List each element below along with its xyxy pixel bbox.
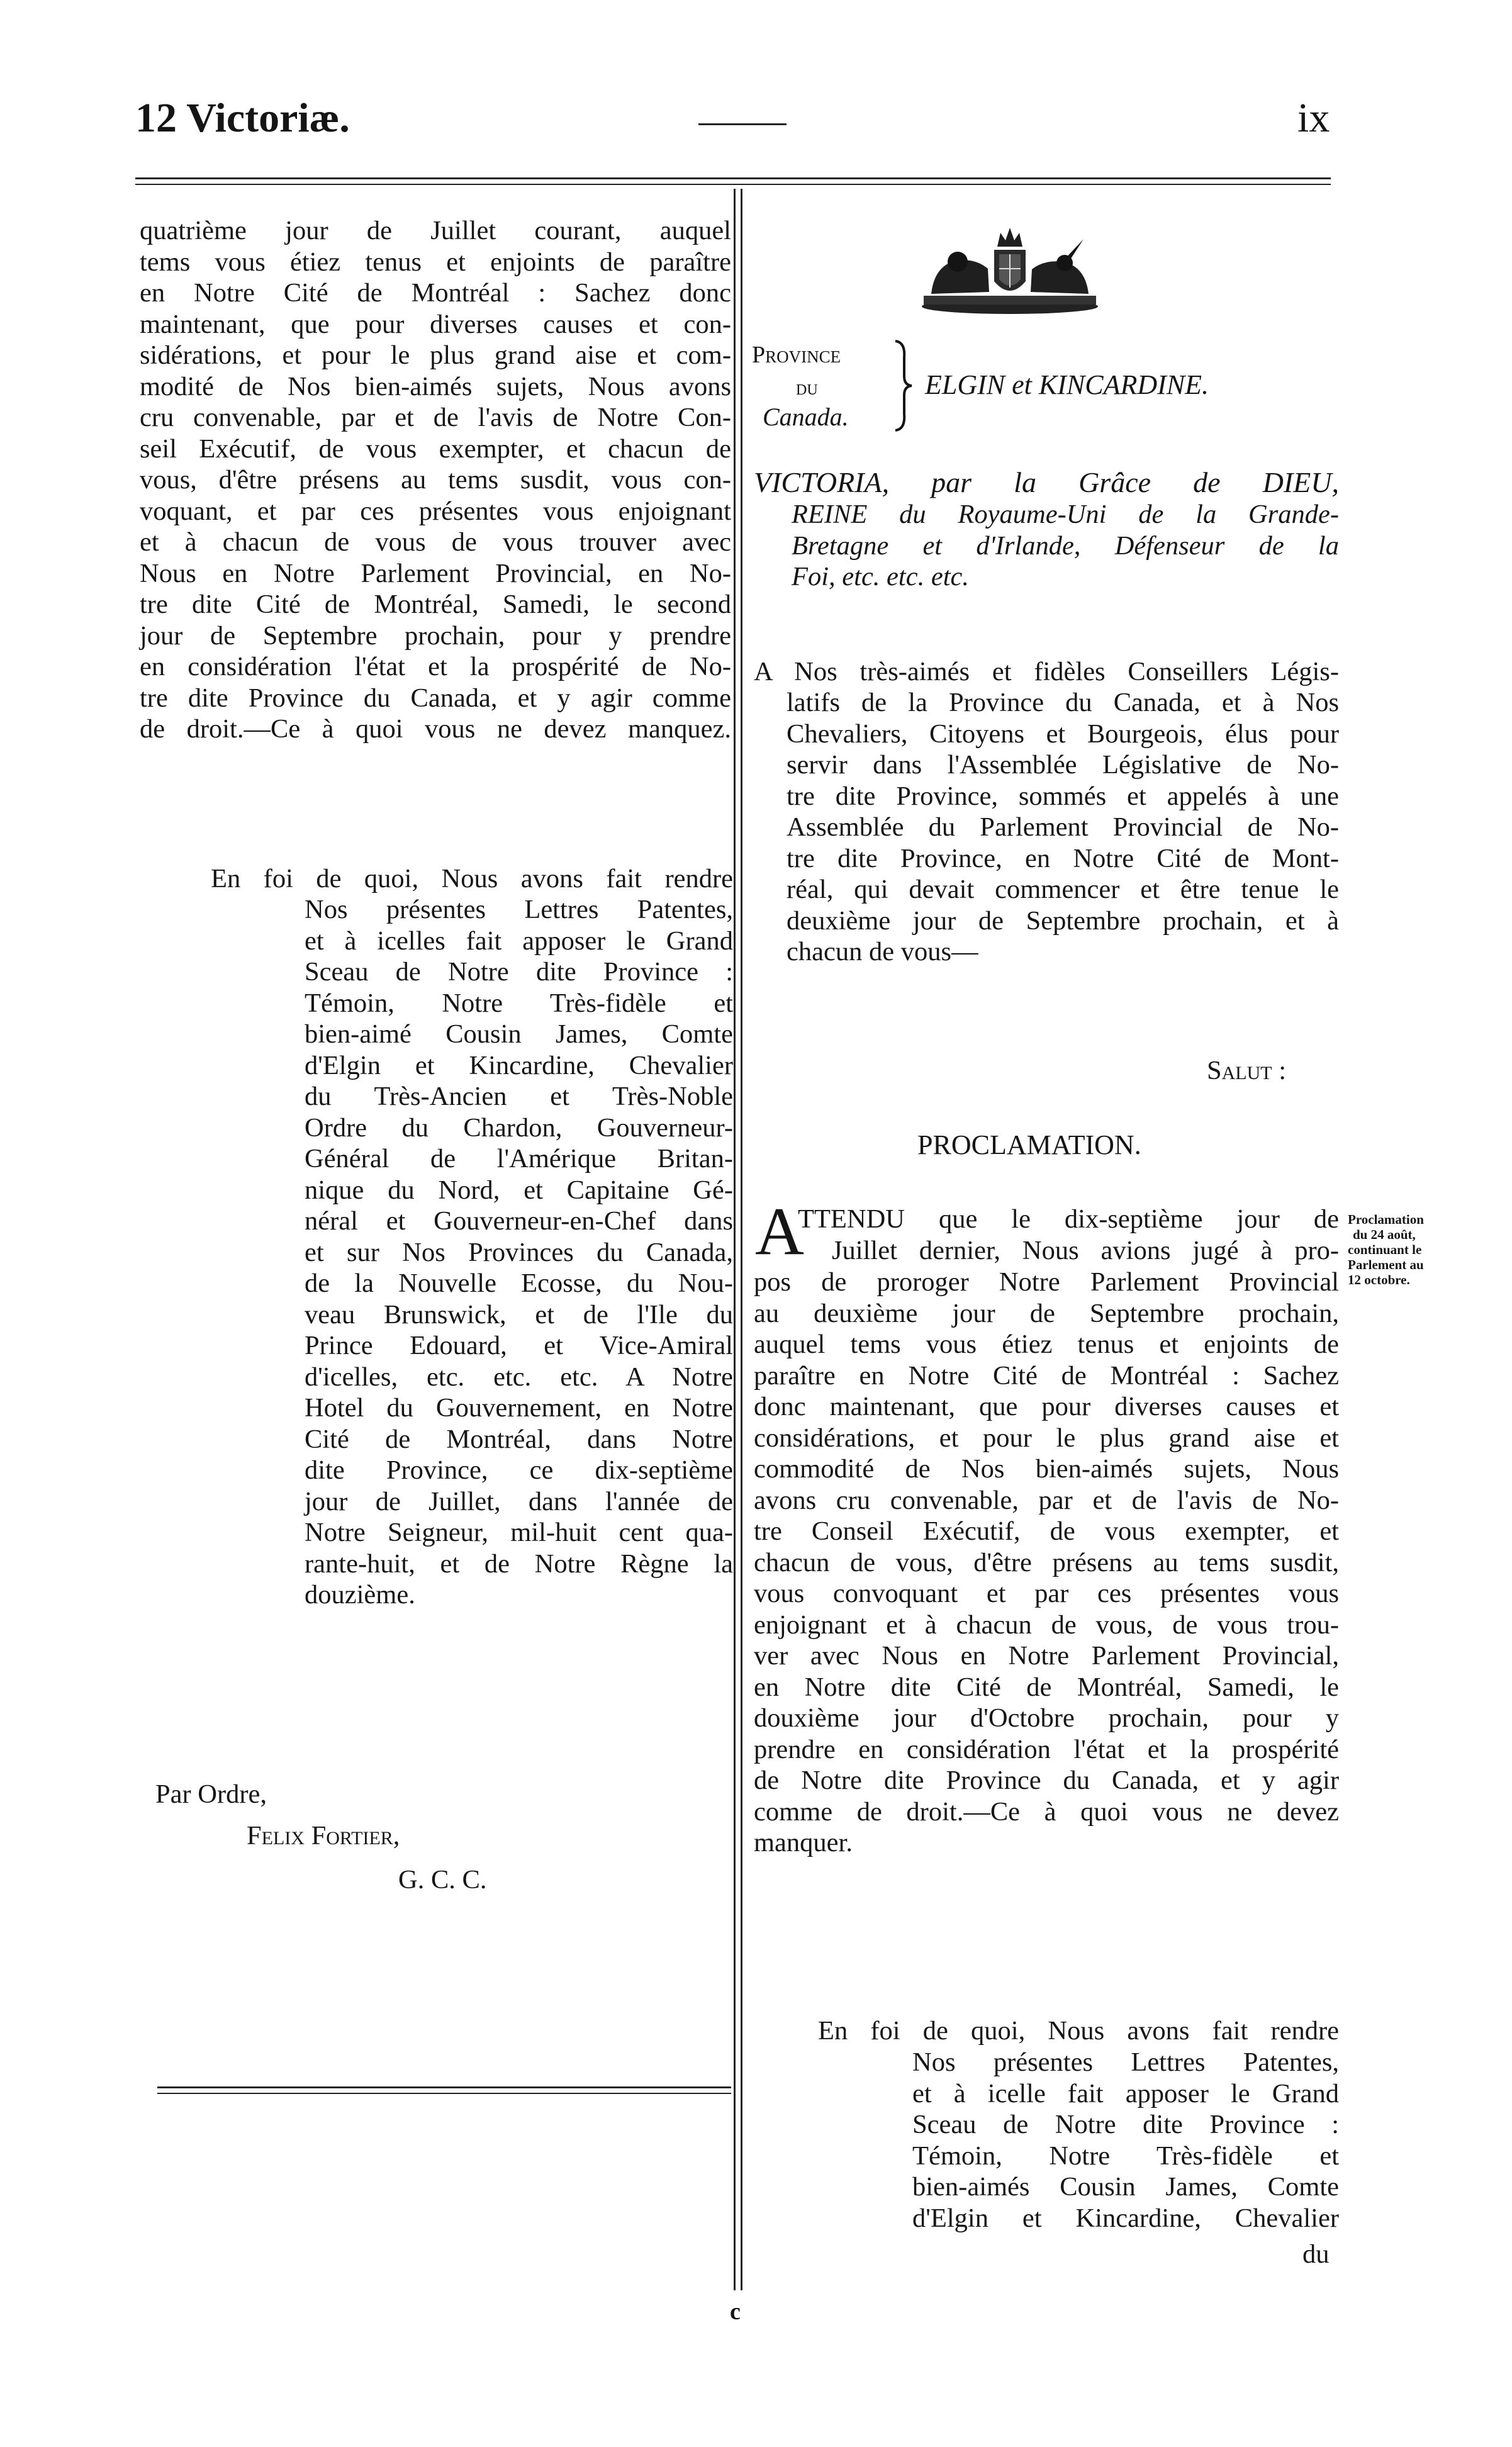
attestation-line: d'Elgin et Kincardine, Chevalier (305, 1050, 733, 1080)
header-rule-top (135, 177, 1331, 179)
proclamation-line: en Notre dite Cité de Montréal, Samedi, le (754, 1672, 1339, 1702)
proclamation-intro (798, 1204, 1339, 1235)
attestation-line: bien-aimés Cousin James, Comte (912, 2172, 1339, 2202)
royal-style (754, 467, 1339, 498)
proclamation-line: prendre en considération l'état et la prospérité (754, 1734, 1339, 1764)
text-line: tems vous étiez tenus et enjoints de paraître (140, 247, 731, 277)
royal-style-line: REINE du Royaume-Uni de la Grande- (792, 500, 1339, 529)
proclamation-intro-2 (832, 1235, 1339, 1267)
address-line: tre dite Province, sommés et appelés à une (787, 781, 1339, 811)
attestation-line: Hotel du Gouvernement, en Notre (305, 1393, 733, 1423)
attestation-line: d'Elgin et Kincardine, Chevalier (912, 2203, 1339, 2233)
attestation-line: Ordre du Chardon, Gouverneur- (305, 1112, 733, 1143)
attestation-line: de la Nouvelle Ecosse, du Nou- (305, 1268, 733, 1298)
address-line: tre dite Province, en Notre Cité de Mont- (787, 843, 1339, 873)
attestation-line: Général de l'Amérique Britan- (305, 1144, 733, 1173)
province-du: du (796, 376, 818, 400)
header-rule-bottom (135, 184, 1331, 185)
text-line: seil Exécutif, de vous exempter, et chacun de (140, 434, 731, 464)
salut: Salut : (1207, 1056, 1287, 1085)
proclamation-line: pos de proroger Notre Parlement Provincial (754, 1267, 1339, 1297)
margin-note-line: 12 octobre. (1348, 1272, 1410, 1287)
proclamation-heading: PROCLAMATION. (917, 1129, 1141, 1160)
text-line: cru convenable, par et de l'avis de Notre Con- (140, 403, 731, 432)
left-attestation (211, 863, 733, 895)
attestation-line: néral et Gouverneur-en-Chef dans (305, 1206, 733, 1236)
attestation-line: et à icelles fait apposer le Grand (305, 926, 733, 956)
address-body (787, 687, 1339, 968)
proclamation-line: douxième jour d'Octobre prochain, pour y (754, 1703, 1339, 1733)
royal-style-line: Bretagne et d'Irlande, Défenseur de la (792, 530, 1339, 561)
curly-brace (890, 339, 916, 433)
proclamation-line: manquer. (754, 1828, 853, 1857)
attestation-line: En foi de quoi, Nous avons fait rendre (211, 864, 733, 893)
proclamation-line: enjoignant et à chacun de vous, de vous trou- (754, 1610, 1339, 1640)
text-line: maintenant, que pour diverses causes et con- (140, 309, 731, 339)
attestation-line: dite Province, ce dix-septième (305, 1455, 733, 1485)
left-column (140, 215, 731, 745)
proclamation-line: ver avec Nous en Notre Parlement Provincial, (754, 1641, 1339, 1671)
proclamation-line: de Notre dite Province du Canada, et y agir (754, 1766, 1339, 1795)
attestation-line: Témoin, Notre Très-fidèle et (305, 988, 733, 1018)
text-line: quatrième jour de Juillet courant, auquel (140, 216, 731, 245)
proclamation-line: paraître en Notre Cité de Montréal : Sachez (754, 1360, 1339, 1391)
coat-of-arms-icon (919, 221, 1101, 316)
royal-style-line: Foi, etc. etc. etc. (792, 562, 969, 591)
attestation-line: et à icelle fait apposer le Grand (912, 2078, 1339, 2108)
address-line: Assemblée du Parlement Provincial de No- (787, 812, 1339, 842)
left-closing-rule-top (157, 2086, 731, 2088)
province-label: Province (752, 342, 841, 368)
attestation-line: Sceau de Notre dite Province : (912, 2110, 1339, 2139)
proclamation-line: TTENDU que le dix-septième jour de (798, 1204, 1339, 1234)
margin-note-line: Parlement au (1348, 1257, 1424, 1272)
address-line: A Nos très-aimés et fidèles Conseillers Légis- (754, 657, 1339, 686)
running-head-left: 12 Victoriæ. (135, 95, 350, 141)
text-line: sidérations, et pour le plus grand aise et com- (140, 340, 731, 370)
attestation-line: du Très-Ancien et Très-Noble (305, 1082, 733, 1111)
attestation-line: Notre Seigneur, mil-huit cent qua- (305, 1518, 733, 1547)
attestation-line: En foi de quoi, Nous avons fait rendre (818, 2016, 1339, 2046)
proclamation-line: commodité de Nos bien-aimés sujets, Nous (754, 1454, 1339, 1484)
column-divider-right (741, 189, 742, 2290)
left-attestation-body (305, 894, 733, 1611)
address-line: chacun de vous— (787, 937, 978, 966)
attestation-line: jour de Juillet, dans l'année de (305, 1486, 733, 1516)
proclamation-line: Juillet dernier, Nous avions jugé à pro- (832, 1236, 1339, 1265)
text-line: vous, d'être présens au tems susdit, vous con- (140, 465, 731, 495)
attestation-line: Nos présentes Lettres Patentes, (912, 2047, 1339, 2077)
proclamation-line: tre Conseil Exécutif, de vous exempter, et (754, 1516, 1339, 1546)
attestation-line: d'icelles, etc. etc. etc. A Notre (305, 1362, 733, 1392)
address-line: réal, qui devait commencer et être tenue le (787, 875, 1339, 904)
governor-name: ELGIN et KINCARDINE. (925, 369, 1209, 400)
attestation-line: veau Brunswick, et de l'Ile du (305, 1299, 733, 1330)
proclamation-line: auquel tems vous étiez tenus et enjoints de (754, 1330, 1339, 1359)
proclamation-line: au deuxième jour de Septembre prochain, (754, 1298, 1339, 1328)
address-line: latifs de la Province du Canada, et à Nos (787, 688, 1339, 717)
royal-coat-of-arms (919, 221, 1101, 316)
text-line: et à chacun de vous de vous trouver avec (140, 527, 731, 557)
attestation-line: Prince Edouard, et Vice-Amiral (305, 1331, 733, 1360)
page-number: ix (1297, 95, 1330, 141)
text-line: tre dite Cité de Montréal, Samedi, le second (140, 590, 731, 619)
column-divider-left (734, 189, 736, 2290)
proclamation-line: chacun de vous, d'être présens au tems susdit, (754, 1547, 1339, 1577)
signer-name: Felix Fortier, (247, 1821, 400, 1851)
address-first (754, 656, 1339, 688)
catchword: du (1302, 2239, 1330, 2269)
text-line: tre dite Province du Canada, et y agir comme (140, 683, 731, 713)
proclamation-line: comme de droit.—Ce à quoi vous ne devez (754, 1796, 1339, 1827)
text-line: Nous en Notre Parlement Provincial, en No- (140, 558, 731, 588)
attestation-line: et sur Nos Provinces du Canada, (305, 1237, 733, 1267)
drop-cap: A (755, 1194, 804, 1269)
proclamation-line: considérations, et pour le plus grand aise et (754, 1423, 1339, 1453)
proclamation-body (754, 1267, 1339, 1859)
header-center-dash (698, 123, 787, 125)
left-proclamation-text (140, 215, 731, 745)
margin-note-line: continuant le (1348, 1242, 1422, 1257)
attestation-line: Témoin, Notre Très-fidèle et (912, 2141, 1339, 2171)
attestation-line: Sceau de Notre dite Province : (305, 957, 733, 987)
proclamation-line: vous convoquant et par ces présentes vous (754, 1579, 1339, 1608)
attestation-line: Nos présentes Lettres Patentes, (305, 895, 733, 924)
proclamation-line: donc maintenant, que pour diverses causes et (754, 1392, 1339, 1421)
proclamation-line: avons cru convenable, par et de l'avis de No- (754, 1485, 1339, 1515)
right-attestation-body (912, 2047, 1339, 2234)
royal-style-line: VICTORIA, par la Grâce de DIEU, (754, 466, 1339, 498)
signature-mark: c (730, 2299, 741, 2325)
text-line: en considération l'état et la prospérité de No- (140, 652, 731, 681)
margin-note-line: Proclamation (1348, 1212, 1424, 1227)
text-line: de droit.—Ce à quoi vous ne devez manquez. (140, 714, 731, 744)
margin-note-line: du 24 août, (1353, 1227, 1416, 1242)
royal-style-cont (792, 499, 1339, 593)
left-closing-rule-bottom (157, 2093, 731, 2094)
right-attestation (818, 2015, 1339, 2047)
attestation-line: nique du Nord, et Capitaine Gé- (305, 1175, 733, 1205)
signer-title: G. C. C. (398, 1865, 487, 1895)
text-line: modité de Nos bien-aimés sujets, Nous avons (140, 371, 731, 401)
text-line: voquant, et par ces présentes vous enjoignant (140, 496, 731, 526)
address-line: servir dans l'Assemblée Législative de No- (787, 750, 1339, 780)
margin-note (1348, 1212, 1424, 1287)
province-canada: Canada. (763, 403, 849, 431)
text-line: jour de Septembre prochain, pour y prendre (140, 620, 731, 651)
attestation-line: rante-huit, et de Notre Règne la (305, 1548, 733, 1579)
address-line: Chevaliers, Citoyens et Bourgeois, élus pour (787, 719, 1339, 749)
par-ordre: Par Ordre, (155, 1779, 267, 1809)
attestation-line: douzième. (305, 1580, 415, 1610)
attestation-line: Cité de Montréal, dans Notre (305, 1424, 733, 1454)
text-line: en Notre Cité de Montréal : Sachez donc (140, 278, 731, 308)
address-line: deuxième jour de Septembre prochain, et à (787, 905, 1339, 936)
attestation-line: bien-aimé Cousin James, Comte (305, 1019, 733, 1049)
